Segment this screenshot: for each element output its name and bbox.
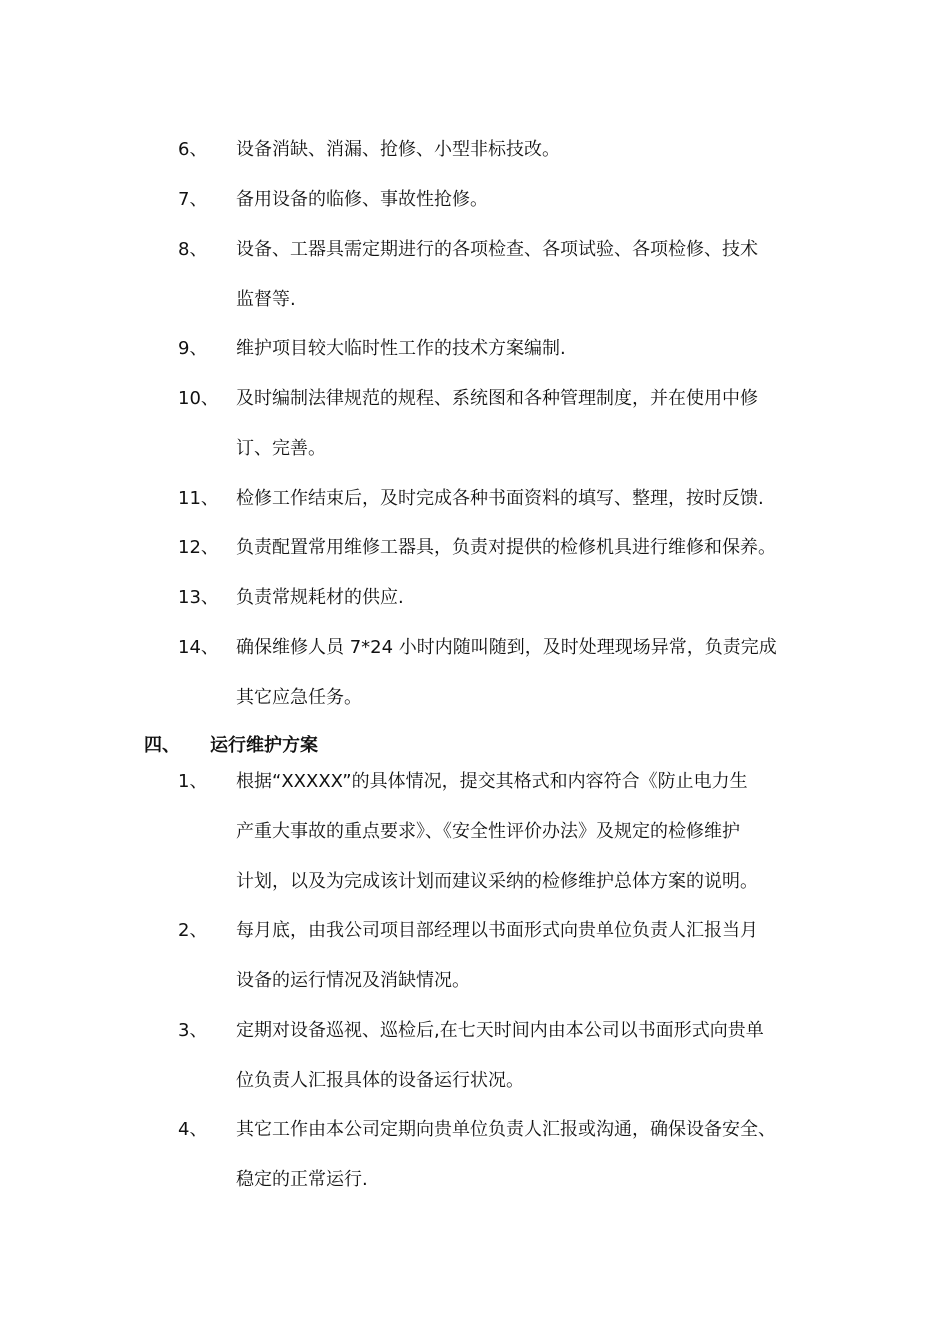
item-number: 9、	[178, 338, 208, 359]
item-text-line: 稳定的正常运行.	[236, 1169, 368, 1190]
item-text-line: 负责常规耗材的供应.	[236, 587, 404, 608]
item-number: 12、	[178, 537, 219, 558]
item-text-line: 设备的运行情况及消缺情况。	[236, 970, 470, 991]
item-text-line: 其它应急任务。	[236, 687, 362, 708]
item-number: 11、	[178, 488, 219, 509]
item-text-line: 设备消缺、消漏、抢修、小型非标技改。	[236, 139, 560, 160]
item-text-line: 产重大事故的重点要求》、《安全性评价办法》及规定的检修维护	[236, 821, 740, 842]
item-text-line: 维护项目较大临时性工作的技术方案编制.	[236, 338, 566, 359]
item-number: 4、	[178, 1119, 208, 1140]
item-text-line: 其它工作由本公司定期向贵单位负责人汇报或沟通，确保设备安全、	[236, 1119, 776, 1140]
item-text-line: 每月底，由我公司项目部经理以书面形式向贵单位负责人汇报当月	[236, 920, 758, 941]
item-number: 3、	[178, 1020, 208, 1041]
item-text-line: 设备、工器具需定期进行的各项检查、各项试验、各项检修、技术	[236, 239, 758, 260]
item-text-line: 位负责人汇报具体的设备运行状况。	[236, 1070, 524, 1091]
item-number: 10、	[178, 388, 219, 409]
section-title: 运行维护方案	[210, 735, 318, 756]
item-text-line: 及时编制法律规范的规程、系统图和各种管理制度，并在使用中修	[236, 388, 758, 409]
item-text-line: 根据“XXXXX”的具体情况，提交其格式和内容符合《防止电力生	[236, 771, 748, 792]
item-number: 13、	[178, 587, 219, 608]
item-number: 2、	[178, 920, 208, 941]
item-text-line: 定期对设备巡视、巡检后,在七天时间内由本公司以书面形式向贵单	[236, 1020, 764, 1041]
item-text-line: 负责配置常用维修工器具，负责对提供的检修机具进行维修和保养。	[236, 537, 776, 558]
section-number: 四、	[144, 735, 180, 756]
item-number: 7、	[178, 189, 208, 210]
item-text-line: 检修工作结束后，及时完成各种书面资料的填写、整理，按时反馈.	[236, 488, 764, 509]
item-number: 6、	[178, 139, 208, 160]
item-text-line: 确保维修人员 7*24 小时内随叫随到，及时处理现场异常，负责完成	[236, 637, 777, 658]
item-text-line: 监督等.	[236, 289, 296, 310]
item-number: 8、	[178, 239, 208, 260]
item-text-line: 订、完善。	[236, 438, 326, 459]
item-number: 14、	[178, 637, 219, 658]
item-number: 1、	[178, 771, 208, 792]
item-text-line: 计划，以及为完成该计划而建议采纳的检修维护总体方案的说明。	[236, 871, 758, 892]
item-text-line: 备用设备的临修、事故性抢修。	[236, 189, 488, 210]
